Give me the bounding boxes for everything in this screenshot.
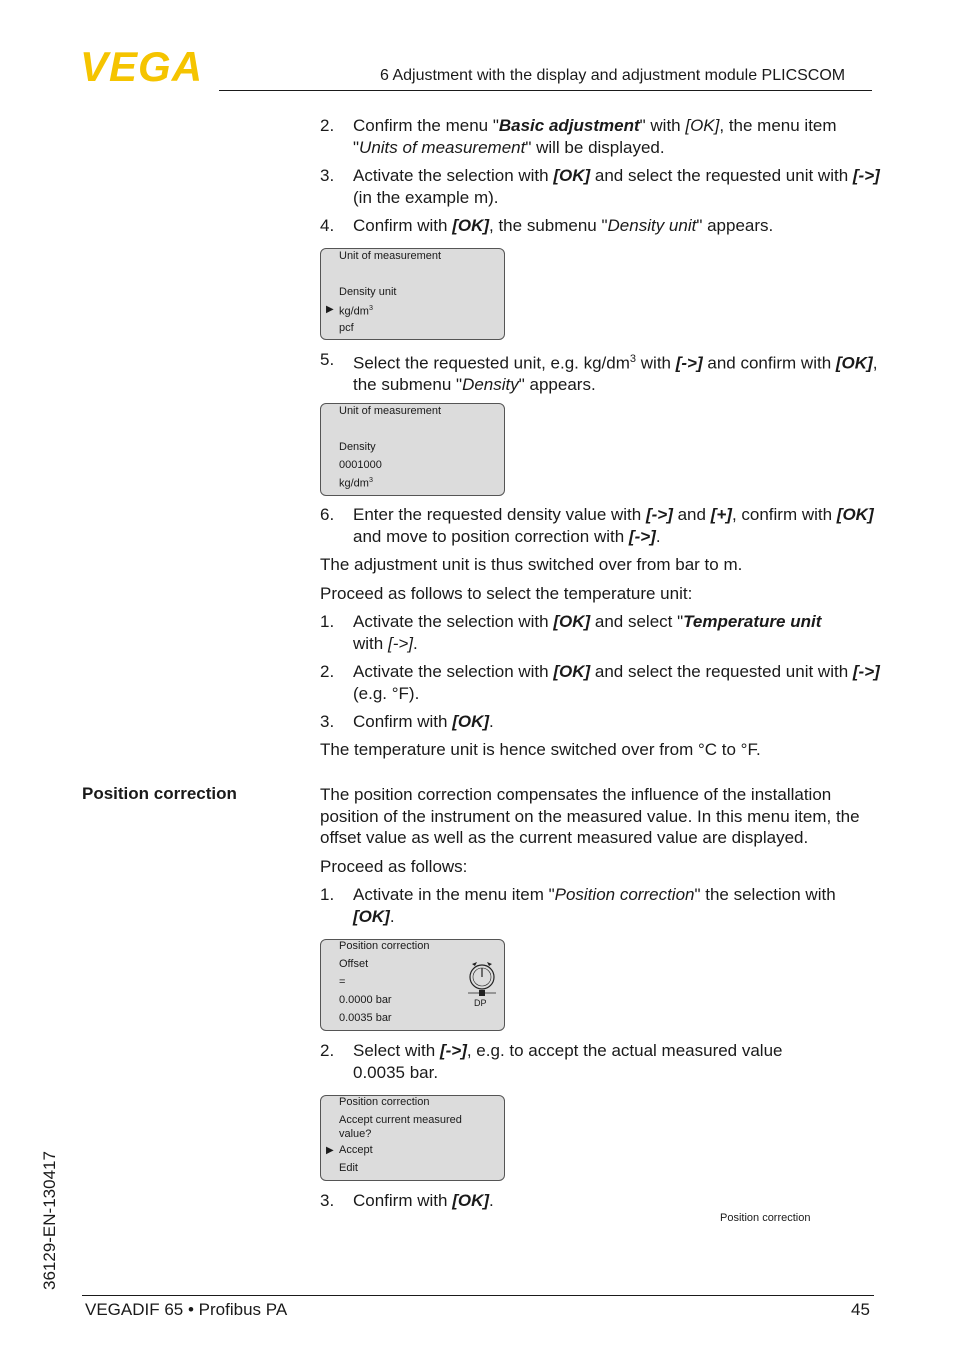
vega-logo	[80, 48, 212, 86]
step-5: 5. Select the requested unit, e.g. $kg/dm^3$ with [->] and confirm with [OK], the submenu "Density" appears.	[320, 350, 878, 395]
pc-step-1: 1. Activate in the menu item "Position correction" the selection with [OK].	[320, 885, 836, 926]
paragraph-position-correction: The position correction compensates the influence of the installation position of the instrument on the measured value. In this menu item, the offset value as well as the current measured value are displayed.	[320, 785, 860, 847]
lcd-accept-value: Position correction Accept current measured value? ▶ Accept Edit	[320, 1095, 505, 1181]
paragraph-unit-switched: The adjustment unit is thus switched over from bar to m.	[320, 555, 743, 574]
lcd-density: Unit of measurement Density 0001000 $kg/dm^3$	[320, 403, 505, 496]
temp-step-1: 1. Activate the selection with [OK] and select "Temperature unit with [->].	[320, 612, 822, 653]
selection-arrow-icon: ▶	[326, 1145, 334, 1156]
footer-rule	[82, 1295, 874, 1296]
footer-product: VEGADIF 65 • Profibus PA	[85, 1300, 288, 1319]
lcd-density-unit: Unit of measurement Density unit ▶ $kg/dm^3$ pcf	[320, 248, 505, 340]
pc-step-2: 2. Select with [->], e.g. to accept the actual measured value 0.0035 bar.	[320, 1041, 783, 1082]
header-title: 6 Adjustment with the display and adjustment module PLICSCOM	[380, 67, 846, 84]
temp-step-3: 3. Confirm with [OK].	[320, 712, 494, 731]
step-2: 2. Confirm the menu "Basic adjustment" with [OK], the menu item "Units of measurement" will be displayed.	[320, 116, 837, 157]
pressure-gauge-icon	[465, 959, 499, 1001]
paragraph-temperature-switched: The temperature unit is hence switched over from °C to °F.	[320, 740, 761, 759]
page-number: 45	[851, 1300, 870, 1319]
lcd-position-offset: Position correction Offset = 0.0000 bar 0.0035 bar DP	[320, 939, 505, 1031]
section-heading-position-correction: Position correction	[82, 784, 237, 803]
logo-text: VEGA	[80, 48, 204, 86]
gauge-label: DP	[474, 998, 487, 1008]
step-4: 4. Confirm with [OK], the submenu "Density unit" appears.	[320, 216, 774, 235]
document-id: 36129-EN-130417	[40, 1151, 59, 1290]
paragraph-proceed: Proceed as follows:	[320, 857, 468, 876]
step-3: 3. Activate the selection with [OK] and select the requested unit with [->] (in the example m).	[320, 166, 880, 207]
header-rule	[219, 90, 872, 91]
selection-arrow-icon: ▶	[326, 304, 334, 315]
pc-step-3: 3. Confirm with [OK].	[320, 1191, 494, 1210]
step-6: 6. Enter the requested density value with [->] and [+], confirm with [OK] and move to position correction with [->].	[320, 505, 874, 546]
temp-step-2: 2. Activate the selection with [OK] and select the requested unit with [->] (e.g. °F).	[320, 662, 880, 703]
paragraph-temperature-intro: Proceed as follows to select the temperature unit:	[320, 584, 693, 603]
figure-caption: Position correction	[720, 1212, 811, 1224]
